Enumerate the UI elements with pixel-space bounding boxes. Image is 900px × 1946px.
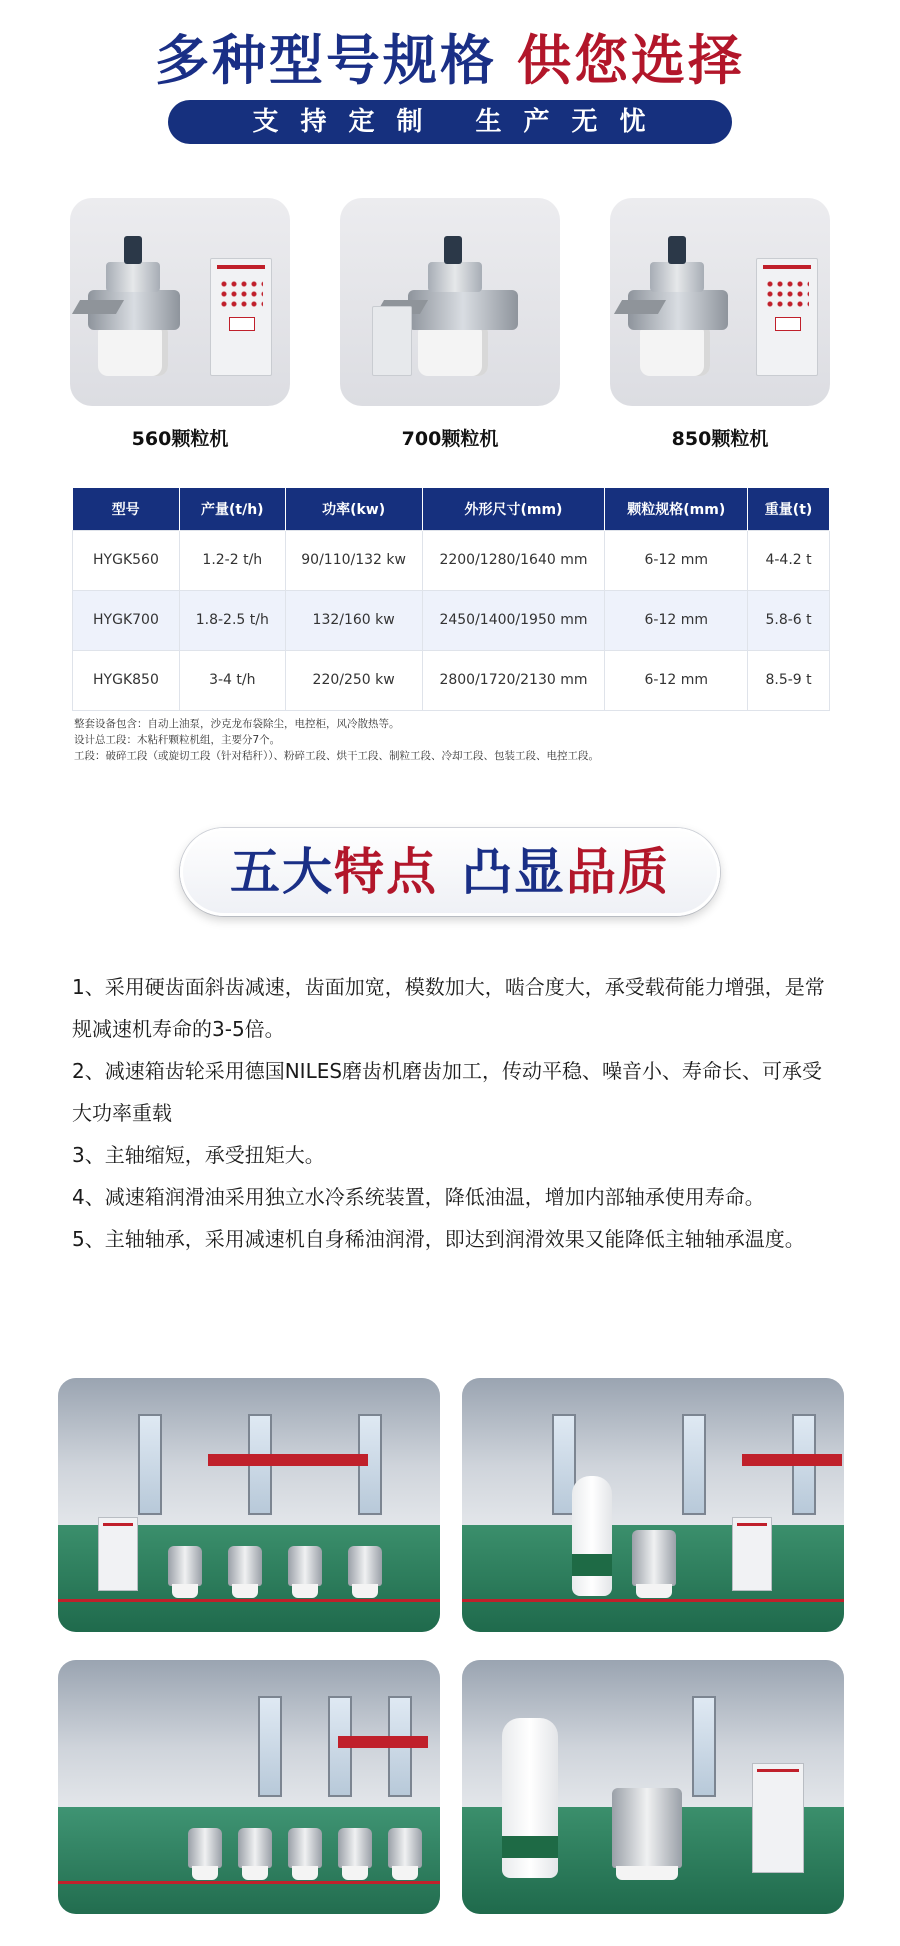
subtitle-pill: 支持定制 生产无忧: [168, 100, 732, 144]
title-part-blue: 多种型号规格: [155, 29, 497, 92]
machine-body: [408, 290, 518, 330]
page-title: [0, 18, 900, 95]
note-line: 设计总工段：木粘秆颗粒机组，主要分7个。: [74, 734, 281, 746]
banner-part-4: 品质: [566, 843, 670, 901]
product-caption-850: 850颗粒机: [671, 428, 769, 450]
table-cell: 3-4 t/h: [179, 650, 285, 710]
table-row: [73, 530, 830, 590]
table-row: [73, 650, 830, 710]
table-cell: 5.8-6 t: [748, 590, 830, 650]
feature-item-5: 5、主轴轴承，采用减速机自身稀油润滑，即达到润滑效果又能降低主轴轴承温度。: [72, 1227, 805, 1251]
table-cell: 220/250 kw: [285, 650, 422, 710]
product-image-700: [340, 198, 560, 406]
control-cabinet: [756, 258, 818, 376]
feature-item-4: 4、减速箱润滑油采用独立水冷系统装置，降低油温，增加内部轴承使用寿命。: [72, 1185, 765, 1209]
machine-base: [640, 328, 710, 376]
col-header-output: 产量(t/h): [179, 488, 285, 530]
table-cell: 6-12 mm: [605, 650, 748, 710]
banner-part-2: 特点: [334, 843, 438, 901]
feature-item-2: 2、减速箱齿轮采用德国NILES磨齿机磨齿加工，传动平稳、噪音小、寿命长、可承受大功率重载: [72, 1059, 823, 1125]
product-850: [610, 198, 830, 451]
feed-chute: [614, 300, 666, 314]
col-header-dimensions: 外形尺寸(mm): [422, 488, 605, 530]
col-header-power: 功率(kw): [285, 488, 422, 530]
feature-item-1: 1、采用硬齿面斜齿减速，齿面加宽，模数加大，啮合度大，承受载荷能力增强，是常规减速机寿命的3-5倍。: [72, 975, 825, 1041]
title-part-red: 供您选择: [517, 29, 745, 92]
feeder-box: [372, 306, 412, 376]
factory-photo-3: [58, 1660, 440, 1914]
table-cell: HYGK700: [73, 590, 180, 650]
spec-table: [72, 488, 830, 711]
features-list: [72, 966, 834, 1260]
note-line: 整套设备包含：自动上油泵，沙克龙布袋除尘，电控柜，风冷散热等。: [74, 718, 400, 730]
machine-top: [428, 262, 482, 292]
table-cell: 4-4.2 t: [748, 530, 830, 590]
col-header-model: 型号: [73, 488, 180, 530]
factory-photo-2: [462, 1378, 844, 1632]
motor-icon: [668, 236, 686, 264]
table-cell: 1.8-2.5 t/h: [179, 590, 285, 650]
machine-base: [418, 328, 488, 376]
feed-chute: [72, 300, 124, 314]
machine-top: [650, 262, 704, 292]
product-caption-560: 560颗粒机: [131, 428, 229, 450]
table-cell: 2450/1400/1950 mm: [422, 590, 605, 650]
banner-part-1: 五大: [230, 843, 334, 901]
table-cell: 2200/1280/1640 mm: [422, 530, 605, 590]
control-cabinet: [210, 258, 272, 376]
col-header-weight: 重量(t): [748, 488, 830, 530]
product-560: [70, 198, 290, 451]
motor-icon: [124, 236, 142, 264]
table-cell: 1.2-2 t/h: [179, 530, 285, 590]
table-cell: HYGK850: [73, 650, 180, 710]
table-cell: 6-12 mm: [605, 590, 748, 650]
equipment-notes: [74, 716, 834, 764]
product-gallery: [70, 198, 830, 458]
table-cell: 90/110/132 kw: [285, 530, 422, 590]
table-cell: 132/160 kw: [285, 590, 422, 650]
table-cell: 6-12 mm: [605, 530, 748, 590]
table-cell: HYGK560: [73, 530, 180, 590]
machine-base: [98, 328, 168, 376]
col-header-pellet-size: 颗粒规格(mm): [605, 488, 748, 530]
product-image-560: [70, 198, 290, 406]
features-banner: [180, 828, 720, 916]
product-image-850: [610, 198, 830, 406]
note-line: 工段：破碎工段（或旋切工段（针对秸秆））、粉碎工段、烘干工段、制粒工段、冷却工段、包装工段、电控工段。: [74, 750, 599, 762]
motor-icon: [444, 236, 462, 264]
table-cell: 8.5-9 t: [748, 650, 830, 710]
product-700: [340, 198, 560, 451]
feature-item-3: 3、主轴缩短，承受扭矩大。: [72, 1143, 325, 1167]
table-row: [73, 590, 830, 650]
table-header-row: [73, 488, 830, 530]
factory-photo-4: [462, 1660, 844, 1914]
factory-photo-grid: [58, 1378, 844, 1914]
table-cell: 2800/1720/2130 mm: [422, 650, 605, 710]
banner-part-3: 凸显: [462, 843, 566, 901]
factory-photo-1: [58, 1378, 440, 1632]
product-caption-700: 700颗粒机: [401, 428, 499, 450]
machine-top: [106, 262, 160, 292]
